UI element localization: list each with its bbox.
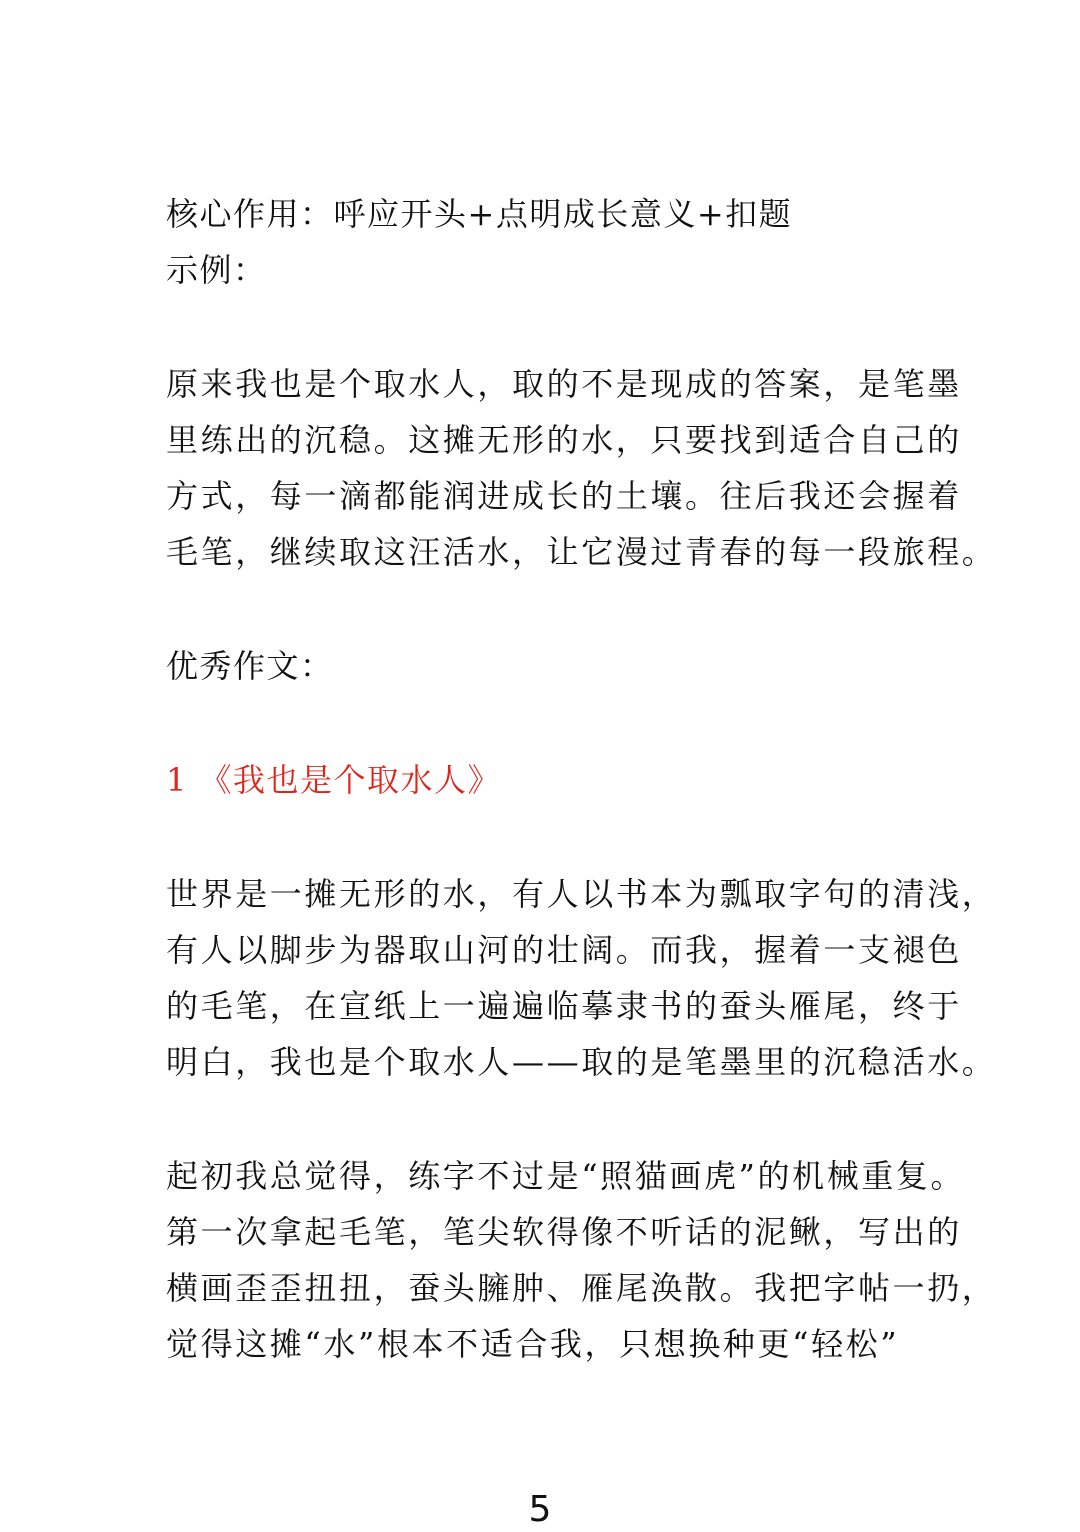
essay-title: 1 《我也是个取水人》	[166, 761, 502, 799]
paragraph-line: 明白，我也是个取水人——取的是笔墨里的沉稳活水。	[166, 1043, 997, 1081]
paragraph-line: 世界是一摊无形的水，有人以书本为瓢取字句的清浅，	[166, 875, 997, 913]
paragraph-line: 毛笔，继续取这汪活水，让它漫过青春的每一段旅程。	[166, 533, 997, 571]
page-number: 5	[528, 1489, 552, 1530]
paragraph-line: 有人以脚步为器取山河的壮阔。而我，握着一支褪色	[166, 931, 962, 969]
example-label: 示例：	[166, 251, 267, 289]
paragraph-line: 方式，每一滴都能润进成长的土壤。往后我还会握着	[166, 477, 962, 515]
paragraph-line: 的毛笔，在宣纸上一遍遍临摹隶书的蚕头雁尾，终于	[166, 987, 962, 1025]
paragraph-line: 第一次拿起毛笔，笔尖软得像不听话的泥鳅，写出的	[166, 1213, 962, 1251]
paragraph-line: 起初我总觉得，练字不过是“照猫画虎”的机械重复。	[166, 1157, 966, 1195]
paragraph-line: 觉得这摊“水”根本不适合我，只想换种更“轻松”	[166, 1325, 900, 1363]
paragraph-line: 横画歪歪扭扭，蚕头臃肿、雁尾涣散。我把字帖一扔，	[166, 1269, 997, 1307]
essay-label: 优秀作文：	[166, 647, 334, 685]
core-function-line: 核心作用：呼应开头+点明成长意义+扣题	[166, 195, 793, 233]
paragraph-line: 里练出的沉稳。这摊无形的水，只要找到适合自己的	[166, 421, 962, 459]
paragraph-line: 原来我也是个取水人，取的不是现成的答案，是笔墨	[166, 365, 962, 403]
